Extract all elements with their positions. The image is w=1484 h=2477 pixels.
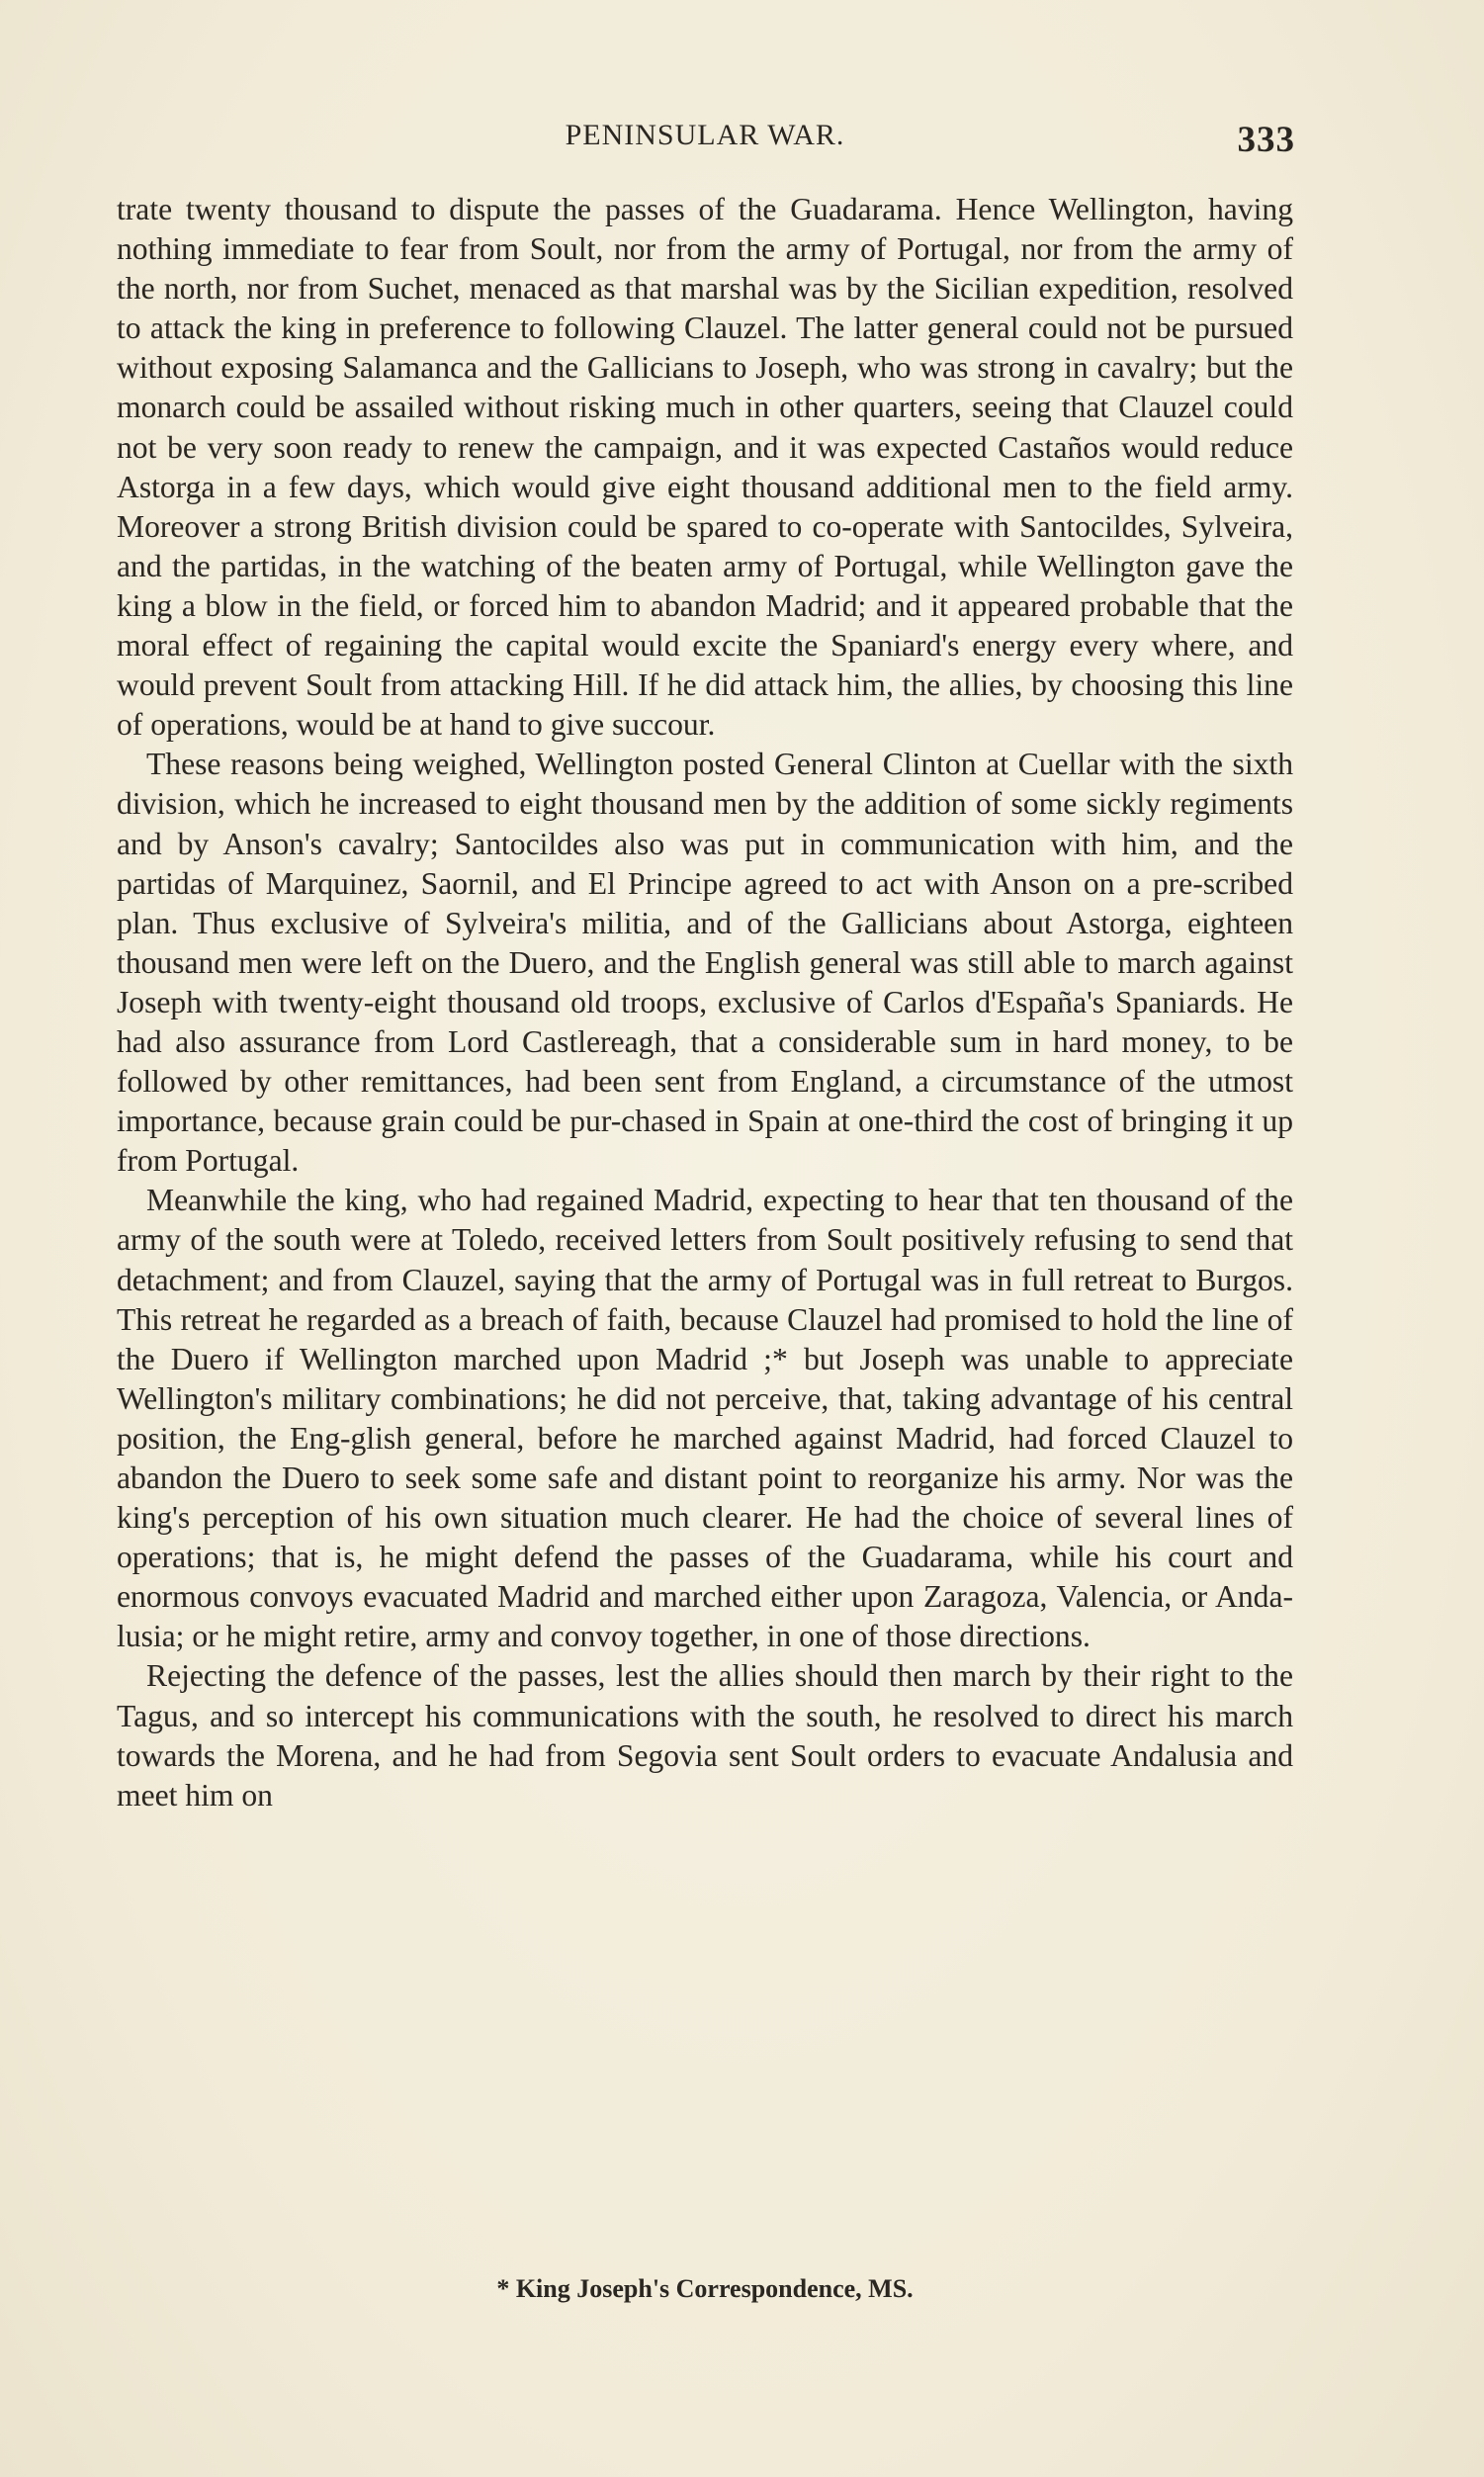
running-title: PENINSULAR WAR. <box>565 119 845 151</box>
running-head <box>117 119 1293 168</box>
paragraph: These reasons being weighed, Wellington posted General Clinton at Cuellar with the sixth division, which he increased to eight thousand men by the addition of some sickly regiments and by Anson's cavalry; Santocildes also was put in communication with him, and the partidas of Marquinez, Saornil, and El Principe agreed to act with Anson on a pre-scribed plan. Thus exclusive of Sylveira's militia, and of the Gallicians about Astorga, eighteen thousand men were left on the Duero, and the English general was still able to march against Joseph with twenty-eight thousand old troops, exclusive of Carlos d'España's Spaniards. He had also assurance from Lord Castlereagh, that a considerable sum in hard money, to be followed by other remittances, had been sent from England, a circumstance of the utmost importance, because grain could be pur-chased in Spain at one-third the cost of bringing it up from Portugal. <box>117 747 1293 1179</box>
page-number: 333 <box>1237 120 1295 160</box>
paragraph: trate twenty thousand to dispute the passes of the Guadarama. Hence Wellington, having nothing immediate to fear from Soult, nor from the army of Portugal, nor from the army of the north, nor from Suchet, menaced as that marshal was by the Sicilian expedition, resolved to attack the king in preference to following Clauzel. The latter general could not be pursued without exposing Salamanca and the Gallicians to Joseph, who was strong in cavalry; but the monarch could be assailed without risking much in other quarters, seeing that Clauzel could not be very soon ready to renew the campaign, and it was expected Castaños would reduce Astorga in a few days, which would give eight thousand additional men to the field army. Moreover a strong British division could be spared to co-operate with Santocildes, Sylveira, and the partidas, in the watching of the beaten army of Portugal, while Wellington gave the king a blow in the field, or forced him to abandon Madrid; and it appeared probable that the moral effect of regaining the capital would excite the Spaniard's energy every where, and would prevent Soult from attacking Hill. If he did attack him, the allies, by choosing this line of operations, would be at hand to give succour. <box>117 192 1293 743</box>
footnote: * King Joseph's Correspondence, MS. <box>496 2274 914 2303</box>
paragraph: Rejecting the defence of the passes, lest the allies should then march by their right to the Tagus, and so intercept his communications with the south, he resolved to direct his march towards the Morena, and he had from Segovia sent Soult orders to evacuate Andalusia and meet him on <box>117 1658 1293 1813</box>
paragraph <box>117 1181 1293 1656</box>
paragraph-text: Meanwhile the king, who had regained Madrid, expecting to hear that ten thousand of the army of the south were at Toledo, received letters from Soult positively refusing to send that detachment; and from Clauzel, saying that the army of Portugal was in full retreat to Burgos. This retreat he regarded as a breach of faith, because Clauzel had promised to hold the line of the Duero if Wellington marched upon Madrid ; <box>117 1183 1293 1376</box>
footnote-marker: * <box>771 1341 788 1376</box>
paragraph-text: but Joseph was unable to appreciate Wellington's military combinations; he did not perceive, that, taking advantage of his central position, the Eng-glish general, before he marched against Madrid, had forced Clauzel to abandon the Duero to seek some safe and distant point to reorganize his army. Nor was the king's perception of his own situation much clearer. He had the choice of several lines of operations; that is, he might defend the passes of the Guadarama, while his court and enormous convoys evacuated Madrid and marched either upon Zaragoza, Valencia, or Anda-lusia; or he might retire, army and convoy together, in one of those directions. <box>117 1341 1293 1654</box>
body-text <box>117 190 1293 1815</box>
